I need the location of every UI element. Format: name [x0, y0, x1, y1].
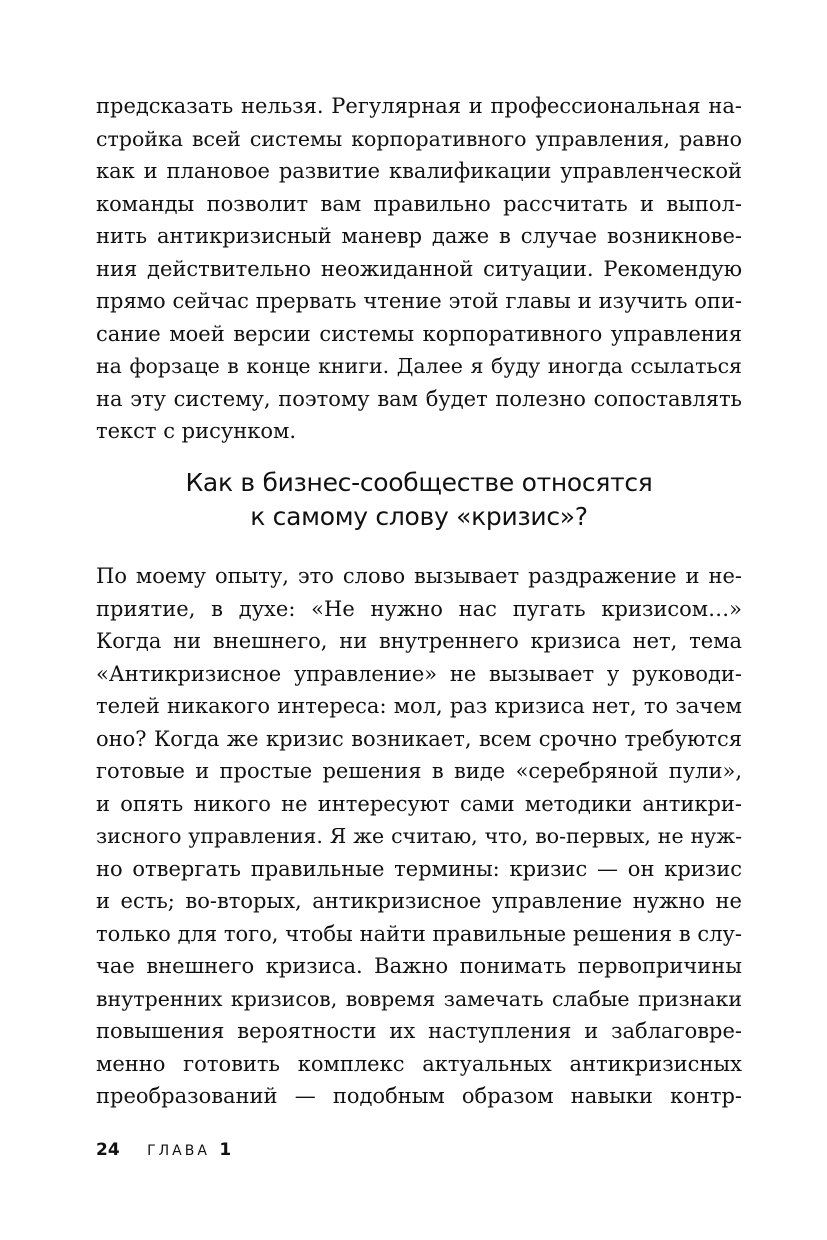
text-line: телей никакого интереса: мол, раз кризиса нет, то зачем: [96, 694, 742, 718]
text-line: чае внешнего кризиса. Важно понимать первопричины: [96, 954, 742, 978]
text-line: готовые и простые решения в виде «серебряной пули»,: [96, 759, 742, 783]
text-line: зисного управления. Я же считаю, что, во-первых, не нуж-: [96, 824, 742, 848]
text-line: и опять никого не интересуют сами методики антикри-: [96, 791, 742, 816]
text-line: на форзаце в конце книги. Далее я буду иногда ссылаться: [96, 354, 742, 378]
text-line: повышения вероятности их наступления и заблаговре-: [96, 1019, 742, 1043]
text-line: приятие, в духе: «Не нужно нас пугать кризисом…»: [96, 596, 742, 621]
body-paragraph-1: [96, 90, 742, 448]
text-line: менно готовить комплекс актуальных антикризисных: [96, 1051, 742, 1076]
text-line: на эту систему, поэтому вам будет полезно сопоставлять: [96, 386, 742, 411]
text-line: прямо сейчас прервать чтение этой главы и изучить опи-: [96, 289, 742, 313]
text-line: как и плановое развитие квалификации управленческой: [96, 159, 742, 183]
text-line: «Антикризисное управление» не вызывает у руководи-: [96, 661, 742, 686]
text-line: По моему опыту, это слово вызывает раздражение и не-: [96, 564, 742, 588]
text-line: оно? Когда же кризис возникает, всем срочно требуются: [96, 726, 742, 751]
text-line: только для того, чтобы найти правильные решения в слу-: [96, 921, 742, 946]
chapter-number: 1: [219, 1140, 232, 1160]
text-line: предсказать нельзя. Регулярная и профессиональная на-: [96, 94, 742, 118]
text-line: сание моей версии системы корпоративного управления: [96, 321, 742, 346]
page-footer: [96, 1140, 231, 1160]
text-line: ния действительно неожиданной ситуации. Рекомендую: [96, 256, 742, 281]
page-number: 24: [96, 1140, 120, 1160]
body-paragraph-2: [96, 560, 742, 1113]
text-line: преобразований — подобным образом навыки контр-: [96, 1084, 742, 1108]
text-line: но отвергать правильные термины: кризис — он кризис: [96, 856, 742, 881]
text-line: текст с рисунком.: [96, 419, 296, 443]
text-line: стройка всей системы корпоративного управления, равно: [96, 126, 742, 151]
chapter-label: ГЛАВА: [147, 1143, 210, 1159]
section-heading: [96, 466, 742, 534]
text-line: и есть; во-вторых, антикризисное управление нужно не: [96, 889, 742, 913]
text-line: нить антикризисный маневр даже в случае возникнове-: [96, 224, 742, 248]
section-heading-line-1: Как в бизнес-сообществе относятся: [185, 468, 653, 497]
text-line: команды позволит вам правильно рассчитать и выпол-: [96, 191, 742, 216]
text-line: внутренних кризисов, вовремя замечать слабые признаки: [96, 986, 742, 1011]
text-line: Когда ни внешнего, ни внутреннего кризиса нет, тема: [96, 629, 742, 653]
section-heading-line-2: к самому слову «кризис»?: [250, 502, 588, 531]
